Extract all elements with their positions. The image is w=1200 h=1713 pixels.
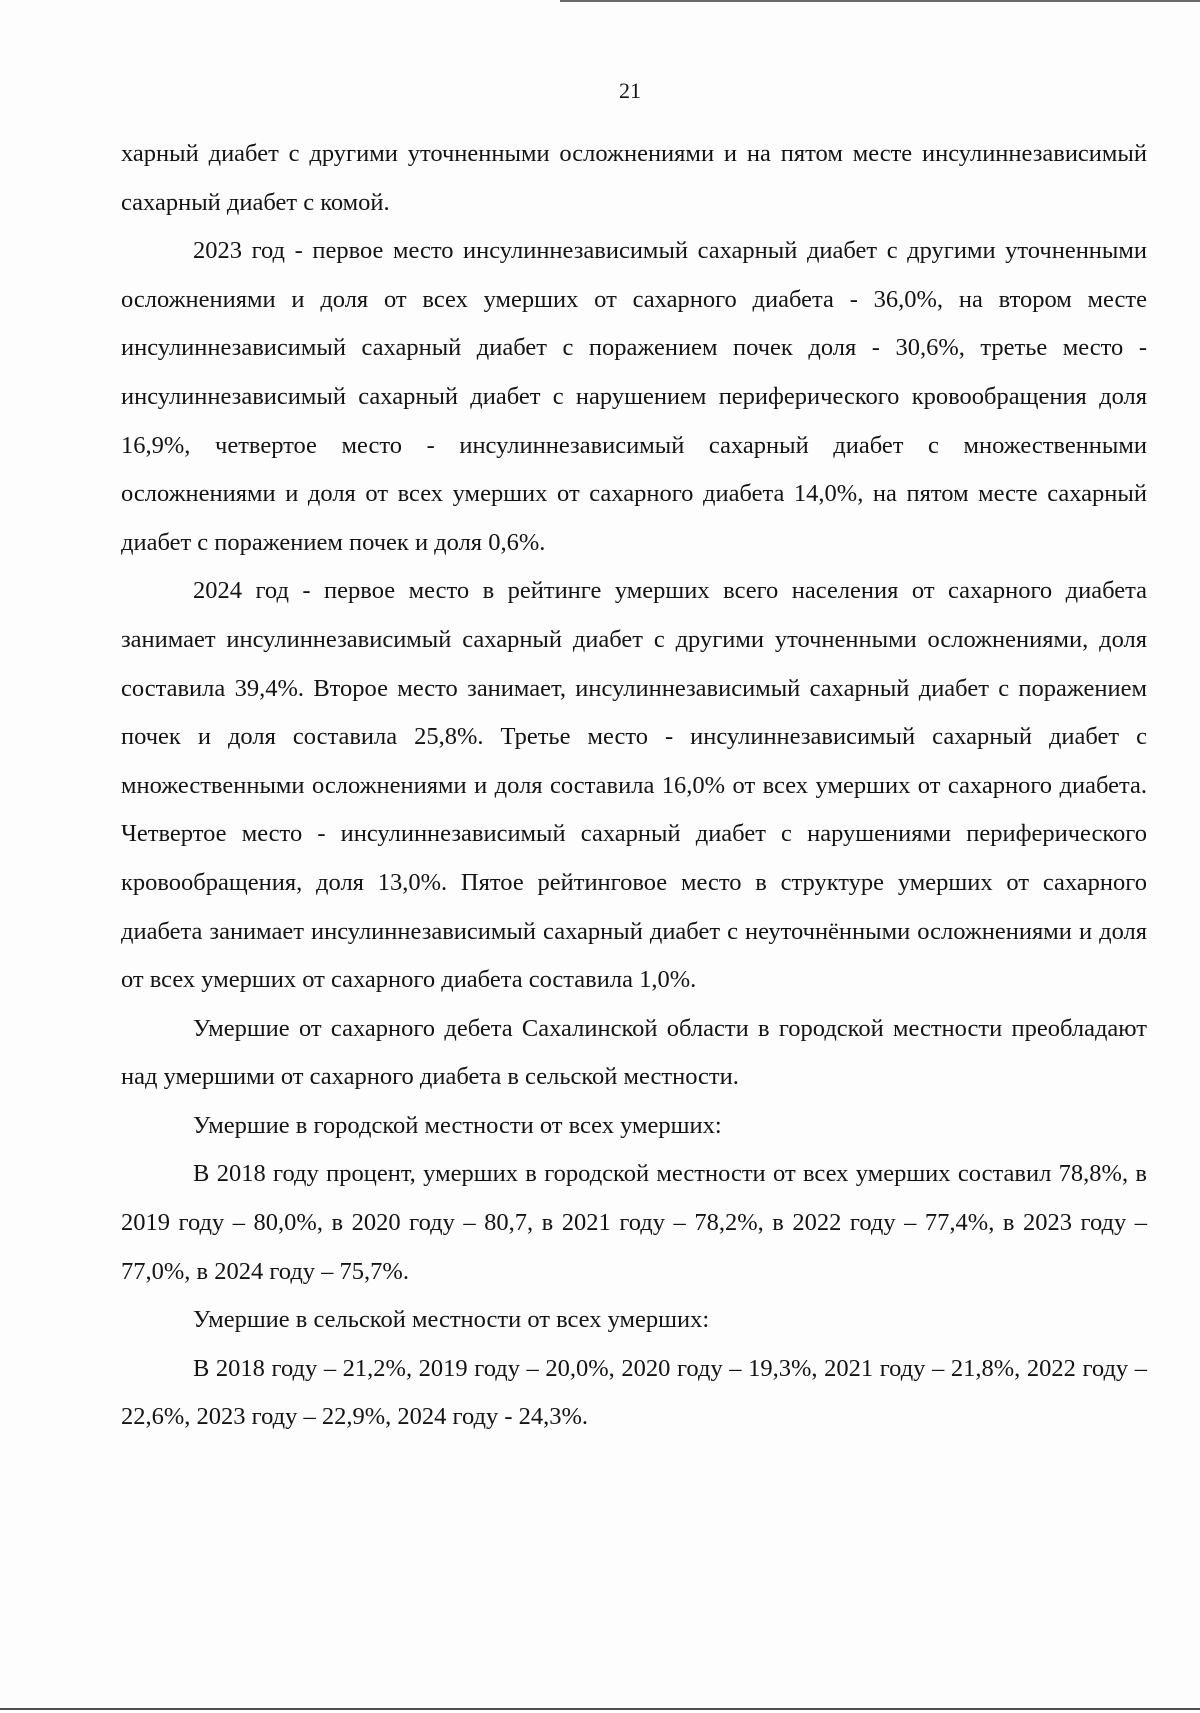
scan-edge-line-bottom [0,1708,1200,1710]
paragraph-rural-values: В 2018 году – 21,2%, 2019 году – 20,0%, 2020 году – 19,3%, 2021 году – 21,8%, 2022 году – 22,6%, 2023 году – 22,9%, 2024 году - 24,3%. [121,1354,1147,1431]
scan-edge-line-top [560,0,1200,2]
page-number: 21 [619,78,641,103]
paragraph-urban-values: В 2018 году процент, умерших в городской местности от всех умерших составил 78,8%, в 2019 году – 80,0%, в 2020 году – 80,7, в 2021 году – 78,2%, в 2022 году – 77,4%, в 2023 году – 77,0%, в 2024 году – 75,7%. [121,1160,1147,1285]
body-text [121,130,1147,1442]
paragraph-urban-heading: Умершие в городской местности от всех умерших: [193,1111,722,1139]
paragraph-rural-heading: Умершие в сельской местности от всех умерших: [193,1306,710,1334]
paragraph-urban-rural-comparison: Умершие от сахарного дебета Сахалинской области в городской местности преобладают над умершими от сахарного диабета в сельской местности. [121,1014,1147,1091]
paragraph-2023-ranking: 2023 год - первое место инсулиннезависимый сахарный диабет с другими уточненными осложнениями и доля от всех умерших от сахарного диабета - 36,0%, на втором месте инсулиннезависимый сахарный диабет с поражением почек доля - 30,6%, третье место - инсулиннезависимый сахарный диабет с нарушением периферического кровообращения доля 16,9%, четвертое место - инсулиннезависимый сахарный диабет с множественными осложнениями и доля от всех умерших от сахарного диабета 14,0%, на пятом месте сахарный диабет с поражением почек и доля 0,6%. [121,237,1147,556]
paragraph-continuation: харный диабет с другими уточненными осложнениями и на пятом месте инсулиннезависимый сахарный диабет с комой. [121,140,1147,216]
paragraph-2024-ranking: 2024 год - первое место в рейтинге умерших всего населения от сахарного диабета занимает инсулиннезависимый сахарный диабет с другими уточненными осложнениями, доля составила 39,4%. Второе место занимает, инсулиннезависимый сахарный диабет с поражением почек и доля составила 25,8%. Третье место - инсулиннезависимый сахарный диабет с множественными осложнениями и доля составила 16,0% от всех умерших от сахарного диабета. Четвертое место - инсулиннезависимый сахарный диабет с нарушениями периферического кровообращения, доля 13,0%. Пятое рейтинговое место в структуре умерших от сахарного диабета занимает инсулиннезависимый сахарный диабет с неуточнёнными осложнениями и доля от всех умерших от сахарного диабета составила 1,0%. [121,577,1147,994]
